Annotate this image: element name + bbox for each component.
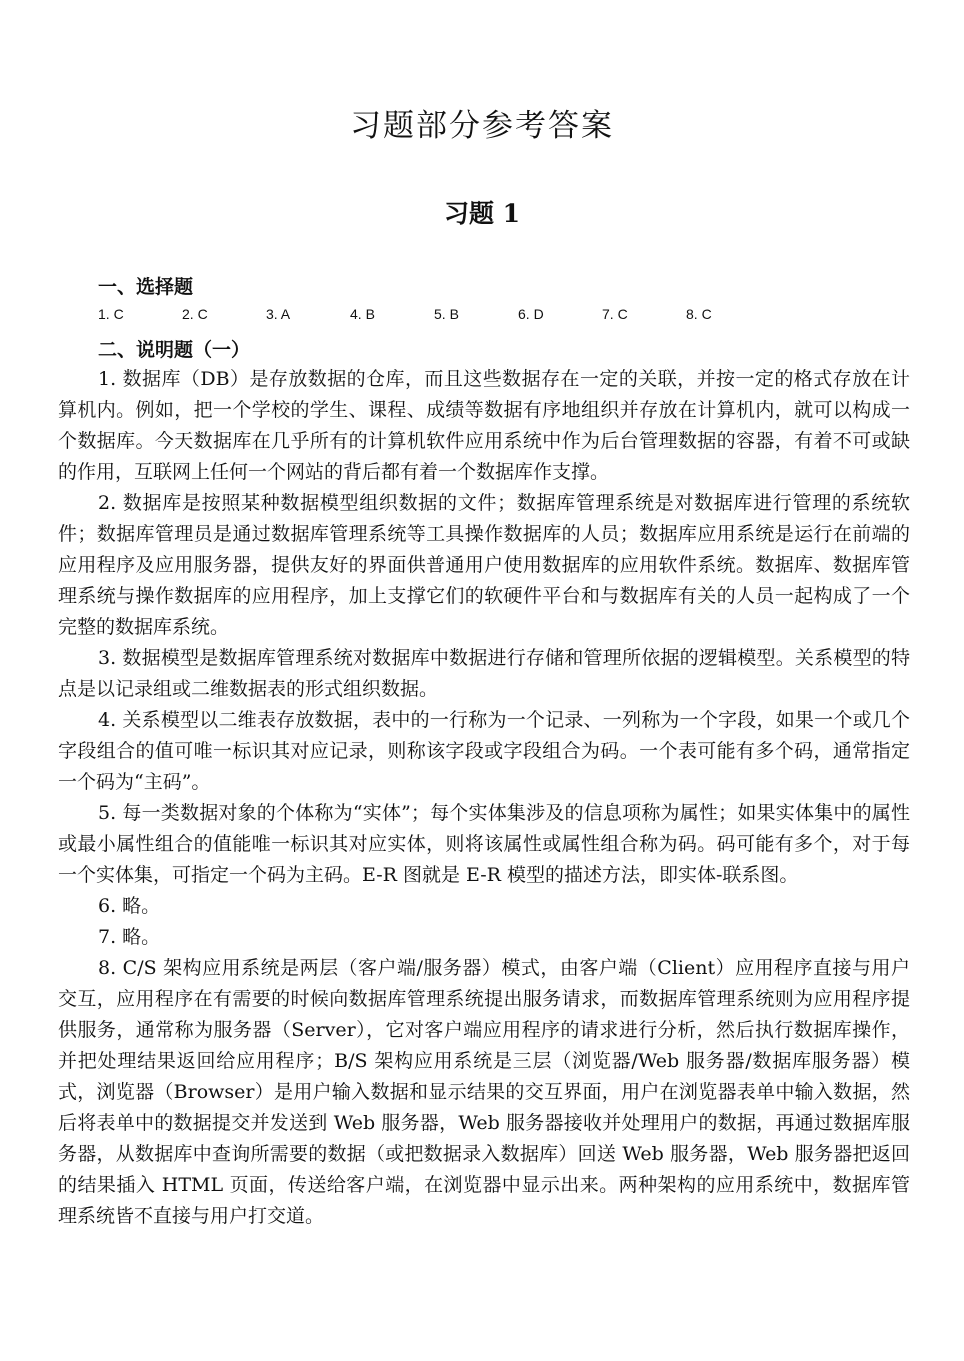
answer-item: 1. C	[98, 306, 124, 322]
answer-item: 5. B	[434, 306, 459, 322]
paragraph: 6. 略。	[98, 895, 161, 917]
paragraph: 1. 数据库（DB）是存放数据的仓库，而且这些数据存在一定的关联，并按一定的格式存放在计算机内。例如，把一个学校的学生、课程、成绩等数据有序地组织并存放在计算机内，就可以构成一个数据库。今天数据库在几乎所有的计算机软件应用系统中作为后台管理数据的容器，有着不可或缺的作用，互联网上任何一个网站的背后都有着一个数据库作支撑。	[58, 368, 910, 483]
chapter-title: 习题 1	[443, 199, 521, 228]
answer-item: 8. C	[686, 306, 712, 322]
answer-item: 7. C	[602, 306, 628, 322]
paragraph: 2. 数据库是按照某种数据模型组织数据的文件；数据库管理系统是对数据库进行管理的系统软件；数据库管理员是通过数据库管理系统等工具操作数据库的人员；数据库应用系统是运行在前端的应用程序及应用服务器，提供友好的界面供普通用户使用数据库的应用软件系统。数据库、数据库管理系统与操作数据库的应用程序，加上支撑它们的软硬件平台和与数据库有关的人员一起构成了一个完整的数据库系统。	[58, 492, 910, 638]
paragraph: 3. 数据模型是数据库管理系统对数据库中数据进行存储和管理所依据的逻辑模型。关系模型的特点是以记录组或二维数据表的形式组织数据。	[58, 647, 910, 700]
section-heading-choice: 一、选择题	[98, 276, 194, 298]
paragraph: 7. 略。	[98, 926, 161, 948]
answer-body	[58, 364, 910, 1232]
answer-item: 2. C	[182, 306, 208, 322]
answer-item: 3. A	[266, 306, 291, 322]
paragraph: 5. 每一类数据对象的个体称为“实体”；每个实体集涉及的信息项称为属性；如果实体集中的属性或最小属性组合的值能唯一标识其对应实体，则将该属性或属性组合称为码。码可能有多个，对于每一个实体集，可指定一个码为主码。E-R 图就是 E-R 模型的描述方法，即实体-联系图。	[58, 802, 910, 886]
answer-item: 4. B	[350, 306, 375, 322]
paragraph: 8. C/S 架构应用系统是两层（客户端/服务器）模式，由客户端（Client）应用程序直接与用户交互，应用程序在有需要的时候向数据库管理系统提出服务请求，而数据库管理系统则为应用程序提供服务，通常称为服务器（Server），它对客户端应用程序的请求进行分析，然后执行数据库操作，并把处理结果返回给应用程序；B/S 架构应用系统是三层（浏览器/Web 服务器/数据库服务器）模式，浏览器（Browser）是用户输入数据和显示结果的交互界面，用户在浏览器表单中输入数据，然后将表单中的数据提交并发送到 Web 服务器，Web 服务器接收并处理用户的数据，再通过数据库服务器，从数据库中查询所需要的数据（或把数据录入数据库）回送 Web 服务器，Web 服务器把返回的结果插入 HTML 页面，传送给客户端，在浏览器中显示出来。两种架构的应用系统中，数据库管理系统皆不直接与用户打交道。	[58, 957, 910, 1227]
section-heading-explain: 二、说明题（一）	[98, 339, 251, 361]
paragraph: 4. 关系模型以二维表存放数据，表中的一行称为一个记录、一列称为一个字段，如果一个或几个字段组合的值可唯一标识其对应记录，则称该字段或字段组合为码。一个表可能有多个码，通常指定一个码为“主码”。	[58, 709, 910, 793]
answer-item: 6. D	[518, 306, 544, 322]
page-title: 习题部分参考答案	[350, 108, 614, 144]
